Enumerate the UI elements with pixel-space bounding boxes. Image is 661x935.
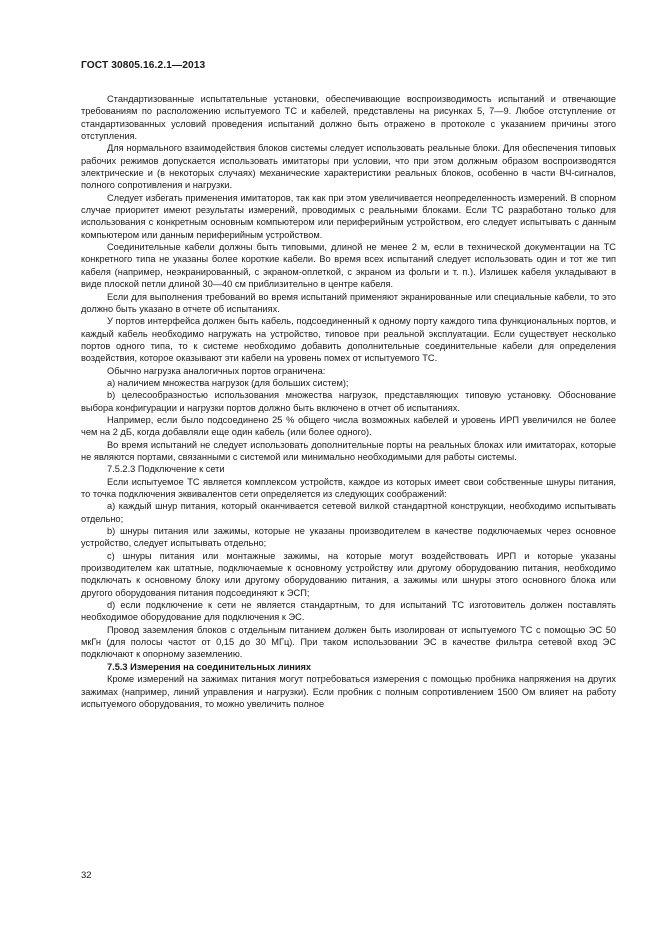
list-item: a) каждый шнур питания, который оканчивается сетевой вилкой стандартной конструкции, необходимо испытывать отдельно; (81, 501, 616, 524)
paragraph: Например, если было подсоединено 25 % общего числа возможных кабелей и уровень ИРП увеличился не более чем на 2 дБ, когда добавляли еще один кабель (или более одного). (81, 414, 616, 438)
list-item: a) наличием множества нагрузок (для больших систем); (107, 377, 349, 388)
list-item: b) шнуры питания или зажимы, которые не указаны производителем в качестве подключаемых через основное устройство, следует испытывать отдельно; (81, 526, 616, 549)
list-item: d) если подключение к сети не является стандартным, то для испытаний ТС изготовитель должен поставлять необходимое оборудование для подключения к ЭС. (81, 600, 616, 623)
paragraph: У портов интерфейса должен быть кабель, подсоединенный к одному порту каждого типа функциональных портов, и каждый кабель необходимо нагружать на устройство, типовое при реальной эксплуатации. Если существует несколько портов одного типа, то к системе необходимо добавить дополнительные соединительные кабели для определения воздействия, которое оказывают эти кабели на уровень помех от испытуемого ТС. (81, 316, 616, 364)
paragraph: Следует избегать применения имитаторов, так как при этом увеличивается неопределенность измерений. В спорном случае приоритет имеют результаты измерений, проводимых с реальными блоками. Если ТС разработано только для использования с конкретным основным компьютером или периферийным устройством, его следует испытывать с данным компьютером или данным периферийным устройством. (81, 192, 616, 240)
section-heading: 7.5.2.3 Подключение к сети (107, 464, 225, 475)
list-item: b) целесообразностью использования множества нагрузок, представляющих типовую установку. Обоснование выбора конфигурации и нагрузки портов должно быть включено в отчет об испытаниях. (81, 390, 616, 413)
body-text (81, 93, 616, 710)
paragraph: Кроме измерений на зажимах питания могут потребоваться измерения с помощью пробника напряжения на других зажимах (например, линий управления и нагрузки). Если пробник с полным сопротивлением 1500 Ом влияет на работу испытуемого оборудования, то можно увеличить полное (81, 674, 616, 709)
paragraph: Провод заземления блоков с отдельным питанием должен быть изолирован от испытуемого ТС с помощью ЭС 50 мкГн (для полосы частот от 0,15 до 30 МГц). При таком использовании ЭС в качестве фильтра сетевой вход ЭС подключают к опорному заземлению. (81, 624, 616, 660)
paragraph: Стандартизованные испытательные установки, обеспечивающие воспроизводимость испытаний и отвечающие требованиям по расположению испытуемого ТС и кабелей, представлены на рисунках 5, 7—9. Любое отступление от стандартизованных условий проведения испытаний должно быть отражено в протоколе с указанием причины этого отступления. (81, 94, 616, 142)
paragraph: Для нормального взаимодействия блоков системы следует использовать реальные блоки. Для обеспечения типовых рабочих режимов допускается использовать имитаторы при условии, что при этом должным образом воспроизводятся электрические и (в некоторых случаях) механические характеристики реальных блоков, особенно в части ВЧ-сигналов, полного сопротивления и нагрузки. (81, 143, 616, 191)
paragraph: Во время испытаний не следует использовать дополнительные порты на реальных блоках или имитаторах, которые не являются портами, связанными с системой или минимально необходимыми для работы системы. (81, 439, 616, 462)
section-heading: 7.5.3 Измерения на соединительных линиях (107, 661, 312, 672)
standard-header: ГОСТ 30805.16.2.1—2013 (81, 60, 206, 71)
page-number: 32 (81, 870, 92, 881)
paragraph: Обычно нагрузка аналогичных портов ограничена: (107, 365, 326, 376)
paragraph: Если для выполнения требований во время испытаний применяют экранированные или специальные кабели, то это должно быть указано в отчете об испытаниях. (81, 291, 616, 314)
list-item: c) шнуры питания или монтажные зажимы, на которые могут воздействовать ИРП и которые указаны производителем как штатные, подключаемые к основному устройству или другому оборудованию питания, необходимо подключать к основному блоку или другому оборудованию питания, а зажимы или шнуры этого основного блока или другого оборудования питания подсоединяют к ЭСП; (81, 550, 616, 598)
paragraph: Если испытуемое ТС является комплексом устройств, каждое из которых имеет свои собственные шнуры питания, то точка подключения эквивалентов сети определяется из следующих соображений: (81, 476, 616, 499)
paragraph: Соединительные кабели должны быть типовыми, длиной не менее 2 м, если в технической документации на ТС конкретного типа не указаны более короткие кабели. Во время всех испытаний следует использовать один и тот же тип кабеля (например, неэкранированный, с экраном-оплеткой, с экраном из фольги и т. п.). Излишек кабеля укладывают в виде плоской петли длиной 30—40 см приблизительно в центре кабеля. (81, 242, 616, 290)
